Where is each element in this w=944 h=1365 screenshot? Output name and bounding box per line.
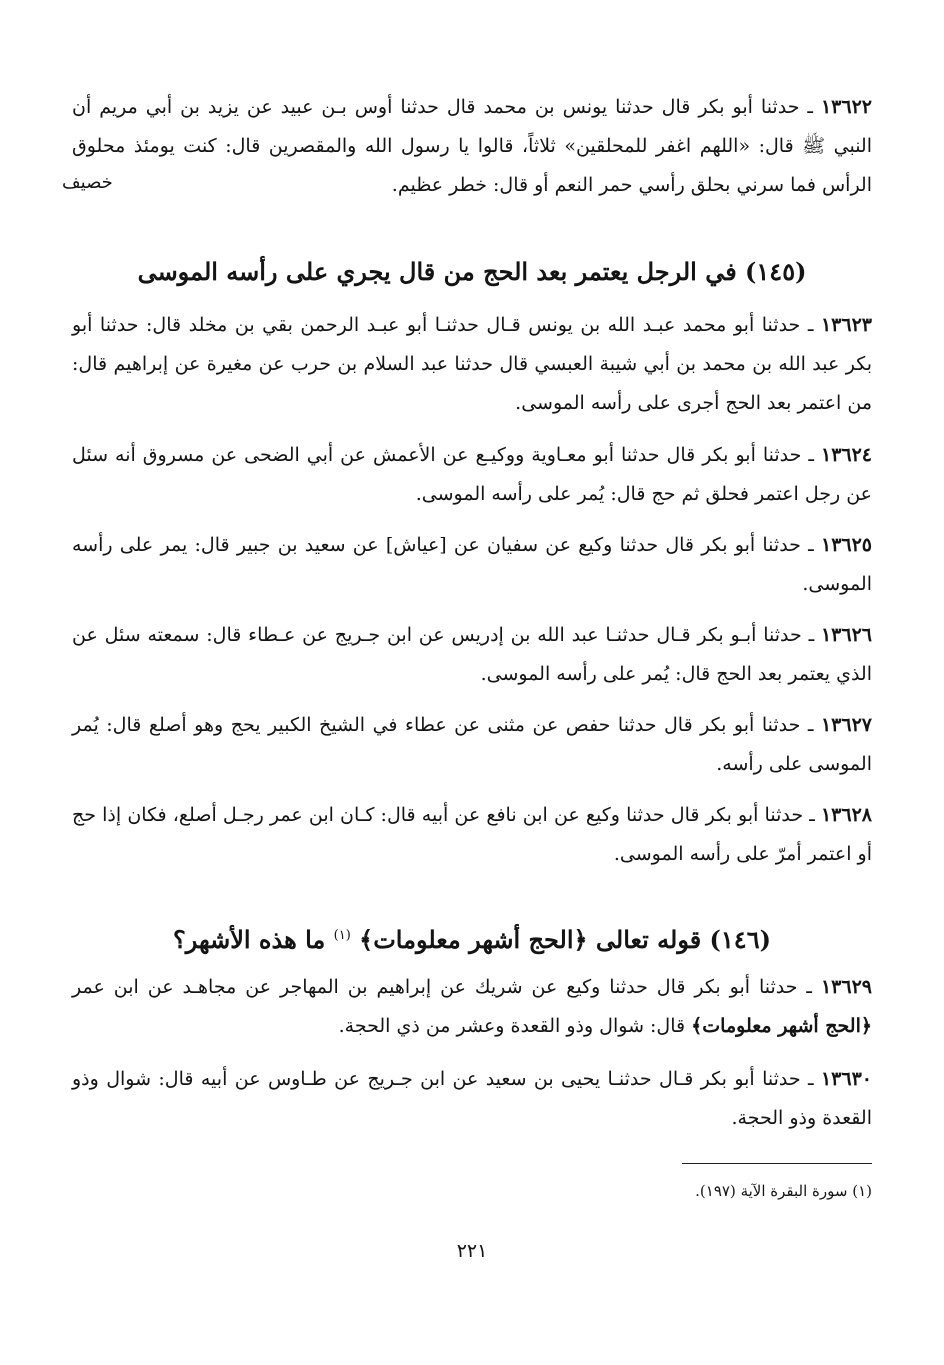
hadith-13624 bbox=[72, 436, 872, 514]
hadith-number: ١٣٦٢٤ bbox=[820, 444, 873, 466]
hadith-number: ١٣٦٢٦ bbox=[820, 624, 872, 646]
hadith-number: ١٣٦٣٠ bbox=[820, 1068, 872, 1090]
quran-quote: ﴿الحج أشهر معلومات﴾ bbox=[691, 1015, 872, 1037]
hadith-text: ـ حدثنا أبو بكر قال حدثنا أبو معـاوية ووكيـع عن الأعمش عن أبي الضحى عن مسروق أنه سئل عن رجل اعتمر فحلق ثم حج قال: يُمر على رأسه الموسى. bbox=[72, 444, 872, 505]
section-heading-146-main: (١٤٦) قوله تعالى ﴿الحج أشهر معلومات﴾ bbox=[359, 925, 771, 954]
hadith-text: ـ حدثنا أبـو بكر قـال حدثنـا عبد الله بن إدريس عن ابن جـريج عن عـطاء قال: سمعته سئل عن الذي يعتمر بعد الحج قال: يُمر على رأسه الموسى. bbox=[72, 624, 872, 685]
footnote-divider bbox=[682, 1163, 872, 1164]
hadith-text: ـ حدثنا أبو بكر قال حدثنا حفص عن مثنى عن عطاء في الشيخ الكبير يحج وهو أصلع قال: يُمر الموسى على رأسه. bbox=[72, 714, 872, 775]
hadith-number: ١٣٦٢٧ bbox=[820, 714, 872, 736]
hadith-text: ـ حدثنا أبو بكر قال حدثنا وكيع عن شريك عن إبراهيم بن المهاجر عن مجاهـد عن ابن عمر bbox=[72, 976, 813, 998]
hadith-number: ١٣٦٢٩ bbox=[820, 976, 872, 998]
hadith-text-after: قال: شوال وذو القعدة وعشر من ذي الحجة. bbox=[338, 1015, 686, 1037]
hadith-13623 bbox=[72, 306, 872, 423]
hadith-text: ـ حدثنا أبو بكر قال حدثنا يونس بن محمد قال حدثنا أوس بـن عبيد عن يزيد بن أبي مريم أن النبي ﷺ قال: «اللهم اغفر للمحلقين» ثلاثاً، قالوا يا رسول الله والمقصرين قال: كنت يومئذ محلوق الرأس فما سرني بحلق رأسي حمر النعم أو قال: خطر عظيم. bbox=[72, 96, 872, 196]
hadith-13630 bbox=[72, 1060, 872, 1138]
hadith-text: ـ حدثنا أبو بكر قـال حدثنـا يحيى بن سعيد عن ابن جـريج عن طـاوس عن أبيه قال: شوال وذو القعدة وذو الحجة. bbox=[72, 1068, 872, 1129]
hadith-text: ـ حدثنا أبو بكر قال حدثنا وكيع عن ابن نافع عن أبيه قال: كـان ابن عمر رجـل أصلع، فكان إذا حج أو اعتمر أمرّ على رأسه الموسى. bbox=[72, 804, 872, 865]
section-heading-146-tail: ما هذه الأشهر؟ bbox=[173, 925, 326, 954]
hadith-13622 bbox=[72, 88, 872, 205]
hadith-number: ١٣٦٢٢ bbox=[820, 96, 872, 118]
hadith-text: ـ حدثنا أبو بكر قال حدثنا وكيع عن سفيان عن [عياش] عن سعيد بن جبير قال: يمر على رأسه الموسى. bbox=[72, 534, 872, 595]
section-heading-146 bbox=[72, 918, 872, 958]
hadith-number: ١٣٦٢٥ bbox=[820, 534, 873, 556]
hadith-text: ـ حدثنا أبو محمد عبـد الله بن يونس قـال حدثنـا أبو عبـد الرحمن بقي بن مخلد قال: حدثنا أبو بكر عبد الله بن محمد بن أبي شيبة العبسي قال حدثنا عبد السلام بن حرب عن مغيرة عن إبراهيم قال: من اعتمر بعد الحج أجرى على رأسه الموسى. bbox=[72, 314, 872, 414]
hadith-number: ١٣٦٢٨ bbox=[820, 804, 872, 826]
hadith-13626 bbox=[72, 616, 872, 694]
footnote: (١) سورة البقرة الآية (١٩٧). bbox=[695, 1182, 872, 1200]
hadith-13629 bbox=[72, 968, 872, 1046]
hadith-13627 bbox=[72, 706, 872, 784]
hadith-13628 bbox=[72, 796, 872, 874]
margin-note: خصيف bbox=[62, 172, 113, 193]
hadith-number: ١٣٦٢٣ bbox=[820, 314, 872, 336]
page-number: ٢٢١ bbox=[456, 1240, 488, 1262]
section-heading-145: (١٤٥) في الرجل يعتمر بعد الحج من قال يجري على رأسه الموسى bbox=[137, 257, 807, 286]
footnote-ref: (١) bbox=[333, 928, 351, 943]
hadith-13625 bbox=[72, 526, 872, 604]
